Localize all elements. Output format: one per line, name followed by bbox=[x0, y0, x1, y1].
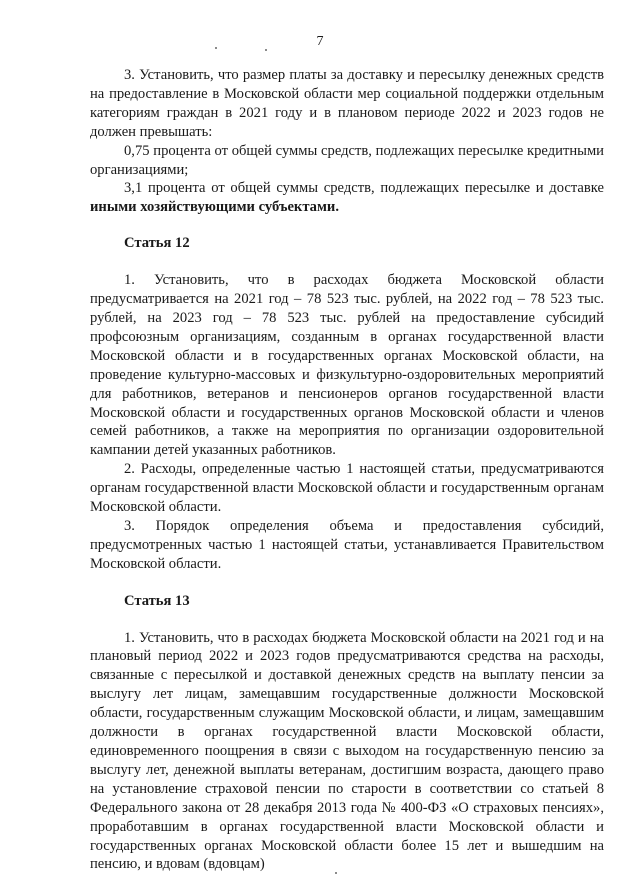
document-body bbox=[90, 66, 604, 874]
article-13-part-1: 1. Установить, что в расходах бюджета Московской области на 2021 год и на плановый период 2022 и 2023 годов предусматриваются средства на расходы, связанные с пересылкой и доставкой денежных средств на выплату пенсии за выслугу лет лицам, замещавшим государственные должности Московской области, государственным служащим Московской области, и лицам, замещавшим должности в органах государственной власти Московской области, единовременного поощрения в связи с выходом на государственную пенсию за выслугу лет, денежной выплаты ветеранам, достигшим возраста, дающего право на установление страховой пенсии по старости в соответствии со статьей 8 Федерального закона от 28 декабря 2013 года № 400-ФЗ «О страховых пенсиях», проработавшим в органах государственной власти Московской области и государственных органах Московской области более 15 лет и вышедшим на пенсию, и вдовам (вдовцам) bbox=[90, 629, 604, 873]
rate-other-text: 3,1 процента от общей суммы средств, подлежащих пересылке и доставке bbox=[124, 180, 604, 197]
intro-paragraph-3: 3. Установить, что размер платы за доставку и пересылку денежных средств на предоставление в Московской области мер социальной поддержки отдельным категориям граждан в 2021 году и в плановом периоде 2022 и 2023 годов не должен превышать: bbox=[90, 67, 604, 140]
page-number: 7 bbox=[316, 34, 324, 49]
article-12-part-1: 1. Установить, что в расходах бюджета Московской области предусматривается на 2021 год – 78 523 тыс. рублей, на 2022 год – 78 523 тыс. рублей, на 2023 год – 78 523 тыс. рублей на предоставление субсидий профсоюзным организациям, созданным в органах государственной власти Московской области и в государственных органах Московской области, на проведение культурно-массовых и физкультурно-оздоровительных мероприятий для работников, ветеранов и пенсионеров органов государственной власти Московской области и государственных органов Московской области и членов семей работников, а также на мероприятия по организации оздоровительной кампании детей указанных работников. bbox=[90, 272, 604, 459]
scan-speck bbox=[215, 47, 217, 49]
article-12-heading: Статья 12 bbox=[124, 235, 190, 252]
intro-paragraph-rate-credit: 0,75 процента от общей суммы средств, подлежащих пересылке кредитными организациями; bbox=[90, 142, 604, 178]
scan-speck bbox=[265, 49, 267, 51]
scan-speck bbox=[335, 872, 337, 874]
article-12-part-2: 2. Расходы, определенные частью 1 настоящей статьи, предусматриваются органам государственной власти Московской области и государственным органам Московской области. bbox=[90, 461, 604, 516]
intro-paragraph-rate-other bbox=[90, 179, 604, 217]
rate-other-bold-text: иными хозяйствующими субъектами. bbox=[90, 199, 339, 216]
article-13-heading: Статья 13 bbox=[124, 592, 190, 609]
article-12-part-3: 3. Порядок определения объема и предоставления субсидий, предусмотренных частью 1 настоящей статьи, устанавливается Правительством Московской области. bbox=[90, 517, 604, 572]
